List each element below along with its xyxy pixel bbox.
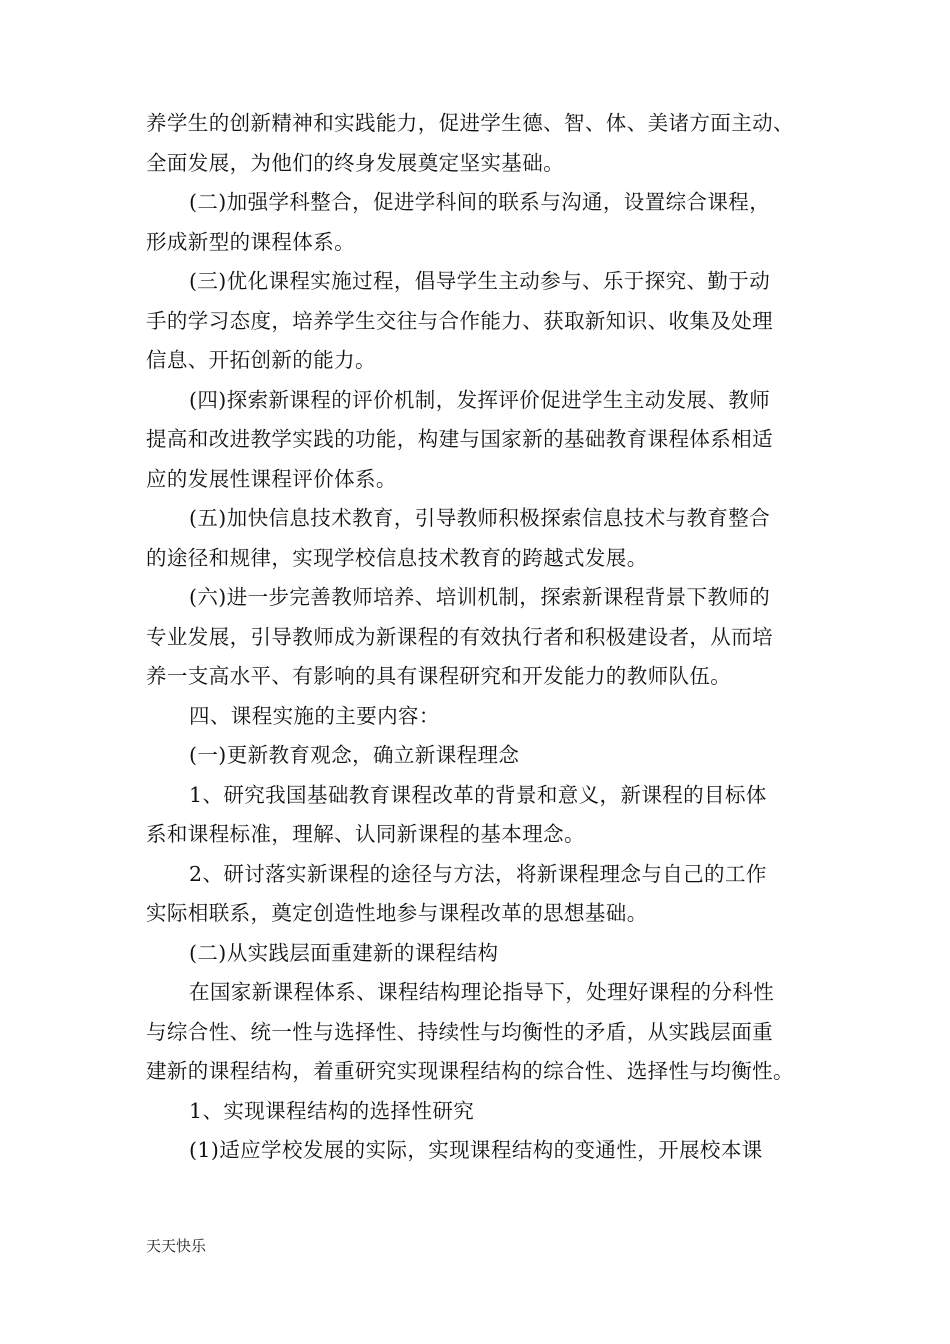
text-line: (1)适应学校发展的实际，实现课程结构的变通性，开展校本课 — [189, 1138, 763, 1162]
text-line: 四、课程实施的主要内容： — [189, 703, 440, 728]
paragraph — [146, 578, 821, 697]
paragraph — [146, 499, 821, 578]
text-line: 建新的课程结构，着重研究实现课程结构的综合性、选择性与均衡性。 — [146, 1059, 794, 1083]
text-line: (一)更新教育观念，确立新课程理念 — [189, 743, 520, 767]
text-line: (五)加快信息技术教育，引导教师积极探索信息技术与教育整合 — [189, 506, 771, 530]
paragraph — [146, 934, 821, 974]
text-line: 2、研讨落实新课程的途径与方法，将新课程理念与自己的工作 — [189, 861, 767, 886]
paragraph — [146, 736, 821, 776]
paragraph — [146, 1092, 821, 1132]
text-line: 养学生的创新精神和实践能力，促进学生德、智、体、美诸方面主动、 — [146, 111, 794, 135]
text-line: 全面发展，为他们的终身发展奠定坚实基础。 — [146, 150, 564, 175]
text-line: (二)从实践层面重建新的课程结构 — [189, 940, 499, 965]
text-line: 手的学习态度，培养学生交往与合作能力、获取新知识、收集及处理 — [146, 308, 773, 333]
paragraph — [146, 183, 821, 262]
text-line: 实际相联系，奠定创造性地参与课程改革的思想基础。 — [146, 901, 648, 925]
paragraph — [146, 855, 821, 934]
paragraph — [146, 776, 821, 855]
paragraph — [146, 1131, 821, 1171]
text-line: 的途径和规律，实现学校信息技术教育的跨越式发展。 — [146, 545, 648, 570]
text-line: 形成新型的课程体系。 — [146, 229, 355, 254]
text-line: 专业发展，引导教师成为新课程的有效执行者和积极建设者，从而培 — [146, 624, 773, 649]
text-line: (三)优化课程实施过程，倡导学生主动参与、乐于探究、勤于动 — [189, 269, 771, 293]
text-line: (二)加强学科整合，促进学科间的联系与沟通，设置综合课程， — [189, 190, 771, 214]
text-line: 养一支高水平、有影响的具有课程研究和开发能力的教师队伍。 — [146, 664, 732, 688]
text-line: 与综合性、统一性与选择性、持续性与均衡性的矛盾，从实践层面重 — [146, 1019, 773, 1044]
paragraph — [146, 973, 821, 1092]
text-line: 系和课程标准，理解、认同新课程的基本理念。 — [146, 822, 585, 846]
paragraph — [146, 104, 821, 183]
text-line: (四)探索新课程的评价机制，发挥评价促进学生主动发展、教师 — [189, 387, 771, 412]
text-line: 在国家新课程体系、课程结构理论指导下，处理好课程的分科性 — [189, 980, 775, 1004]
text-line: 应的发展性课程评价体系。 — [146, 466, 397, 491]
paragraph — [146, 381, 821, 500]
text-line: 1、实现课程结构的选择性研究 — [189, 1098, 475, 1123]
paragraph — [146, 262, 821, 381]
paragraph — [146, 697, 821, 737]
text-line: (六)进一步完善教师培养、培训机制，探索新课程背景下教师的 — [189, 585, 771, 609]
text-line: 提高和改进教学实践的功能，构建与国家新的基础教育课程体系相适 — [146, 427, 773, 451]
text-line: 1、研究我国基础教育课程改革的背景和意义，新课程的目标体 — [189, 782, 767, 807]
document-body — [146, 104, 821, 1171]
page-footer: 天天快乐 — [146, 1237, 207, 1255]
text-line: 信息、开拓创新的能力。 — [146, 348, 376, 372]
